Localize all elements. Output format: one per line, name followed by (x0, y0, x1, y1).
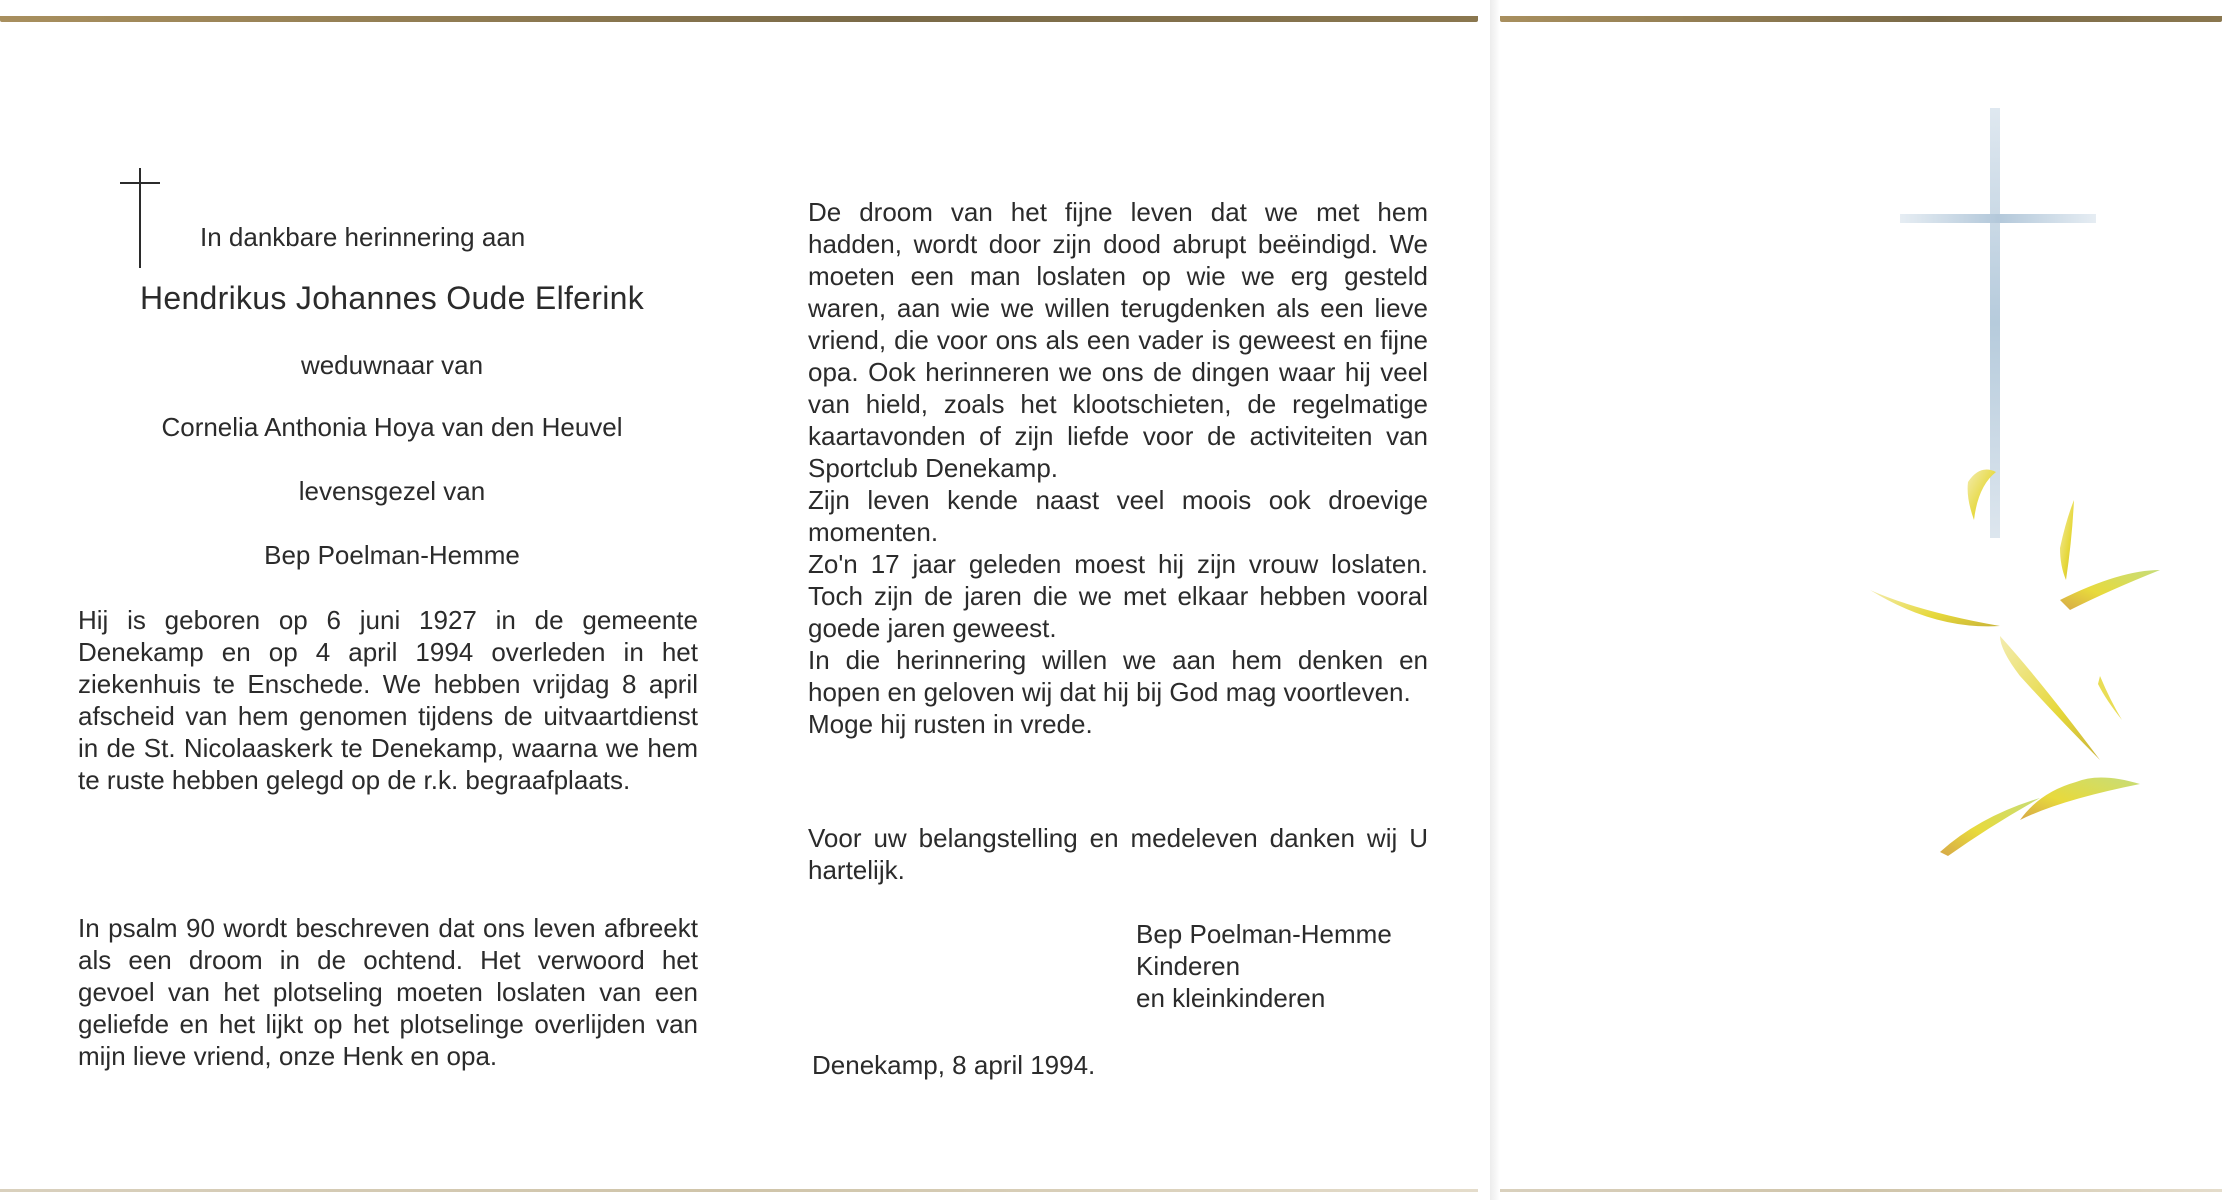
relation-label-widower: weduwnaar van (300, 350, 484, 380)
partner-name: Bep Poelman-Hemme (264, 540, 520, 570)
deceased-name: Hendrikus Johannes Oude Elferink (139, 280, 645, 316)
signoff-line: Bep Poelman-Hemme (1136, 919, 1392, 949)
top-edge (0, 16, 1478, 22)
leaf-icon (1870, 470, 2160, 856)
signoff-line: Kinderen (1136, 951, 1241, 981)
thanks-paragraph: Voor uw belangstelling en medeleven danken wij U hartelijk. (808, 823, 1428, 885)
intro-text: In dankbare herinnering aan (200, 222, 526, 252)
bottom-edge (0, 1189, 1478, 1192)
place-date: Denekamp, 8 april 1994. (812, 1050, 1096, 1080)
psalm-paragraph: In psalm 90 wordt beschreven dat ons leven afbreekt als een droom in de ochtend. Het verwoord het gevoel van het plotseling moeten loslaten van een geliefde en het lijkt op het plotselinge overlijden van mijn lieve vriend, onze Henk en opa. (78, 913, 698, 1071)
signoff-block (1136, 918, 1392, 1014)
cross-icon (1900, 108, 2096, 538)
biography-paragraph: Hij is geboren op 6 juni 1927 in de gemeente Denekamp en op 4 april 1994 overleden in het ziekenhuis te Enschede. We hebben vrijdag 8 april afscheid van hem genomen tijdens de uitvaartdienst in de St. Nicolaaskerk te Denekamp, waarna we hem te ruste hebben gelegd op de r.k. begraafplaats. (78, 605, 698, 795)
relation-label-partner: levensgezel van (298, 476, 486, 506)
front-cover (1500, 0, 2222, 1200)
signoff-line: en kleinkinderen (1136, 983, 1326, 1013)
cross-icon (120, 168, 160, 268)
cover-illustration (1500, 0, 2222, 1200)
memory-paragraph: De droom van het fijne leven dat we met hem hadden, wordt door zijn dood abrupt beëindigd. We moeten een man loslaten op wie we erg gesteld waren, aan wie we willen terugdenken als een lieve vriend, die voor ons als een vader is geweest en fijne opa. Ook herinneren we ons de dingen waar hij veel van hield, zoals het klootschieten, de regelmatige kaartavonden of zijn liefde voor de activiteiten van Sportclub Denekamp. Zijn leven kende naast veel moois ook droevige momenten. Zo'n 17 jaar geleden moest hij zijn vrouw loslaten. Toch zijn de jaren die we met elkaar hebben vooral goede jaren geweest. In die herinnering willen we aan hem denken en hopen en geloven wij dat hij bij God mag voortleven. Moge hij rusten in vrede. (808, 197, 1428, 739)
card-fold (1490, 0, 1500, 1200)
spouse-name: Cornelia Anthonia Hoya van den Heuvel (161, 412, 623, 442)
